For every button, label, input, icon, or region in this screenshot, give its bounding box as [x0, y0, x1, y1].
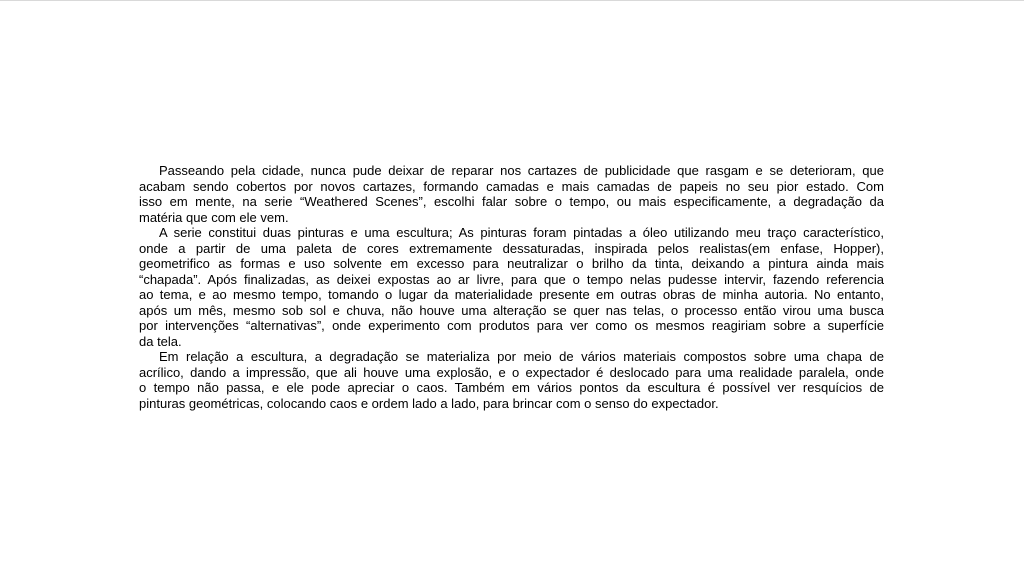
text-line: acrílico, dando a impressão, que ali houve uma explosão, e o expectador é deslocado para uma realidade paralela, onde	[139, 364, 884, 380]
text-line: Em relação a escultura, a degradação se materializa por meio de vários materiais compostos sobre uma chapa de	[159, 349, 884, 364]
text-line: “chapada”. Após finalizadas, as deixei expostas ao ar livre, para que o tempo nelas pudesse intervir, fazendo referencia	[139, 271, 884, 287]
text-line: acabam sendo cobertos por novos cartazes, formando camadas e mais camadas de papeis no seu pior estado. Com	[139, 178, 884, 194]
text-line: Passeando pela cidade, nunca pude deixar de reparar nos cartazes de publicidade que rasgam e se deterioram, que	[159, 163, 884, 178]
document-body	[139, 163, 884, 411]
paragraph-2	[139, 225, 884, 349]
text-line: o tempo não passa, e ele pode apreciar o caos. Também em vários pontos da escultura é possível ver resquícios de	[139, 380, 884, 395]
paragraph-3	[139, 349, 884, 411]
document-page	[0, 1, 1024, 573]
text-line: onde a partir de uma paleta de cores extremamente dessaturadas, inspirada pelos realistas(em enfase, Hopper),	[139, 240, 884, 256]
text-line: após um mês, mesmo sob sol e chuva, não houve uma alteração se quer nas telas, o processo então virou uma busca	[139, 302, 884, 318]
text-line: isso em mente, na serie “Weathered Scenes”, escolhi falar sobre o tempo, ou mais especificamente, a degradação da	[139, 194, 884, 209]
text-line: pinturas geométricas, colocando caos e ordem lado a lado, para brincar com o senso do expectador.	[139, 395, 719, 411]
text-line: A serie constitui duas pinturas e uma escultura; As pinturas foram pintadas a óleo utilizando meu traço característico,	[159, 225, 884, 240]
text-line: matéria que com ele vem.	[139, 209, 289, 225]
text-line: da tela.	[139, 333, 182, 349]
text-line: ao tema, e ao mesmo tempo, tomando o lugar da materialidade presente em outras obras de minha autoria. No entanto,	[139, 287, 884, 302]
text-line: geometrifico as formas e uso solvente em excesso para neutralizar o brilho da tinta, deixando a pintura ainda mais	[139, 256, 884, 271]
paragraph-1	[139, 163, 884, 225]
text-line: por intervenções “alternativas”, onde experimento com produtos para ver como os mesmos reagiriam sobre a superfície	[139, 318, 884, 333]
